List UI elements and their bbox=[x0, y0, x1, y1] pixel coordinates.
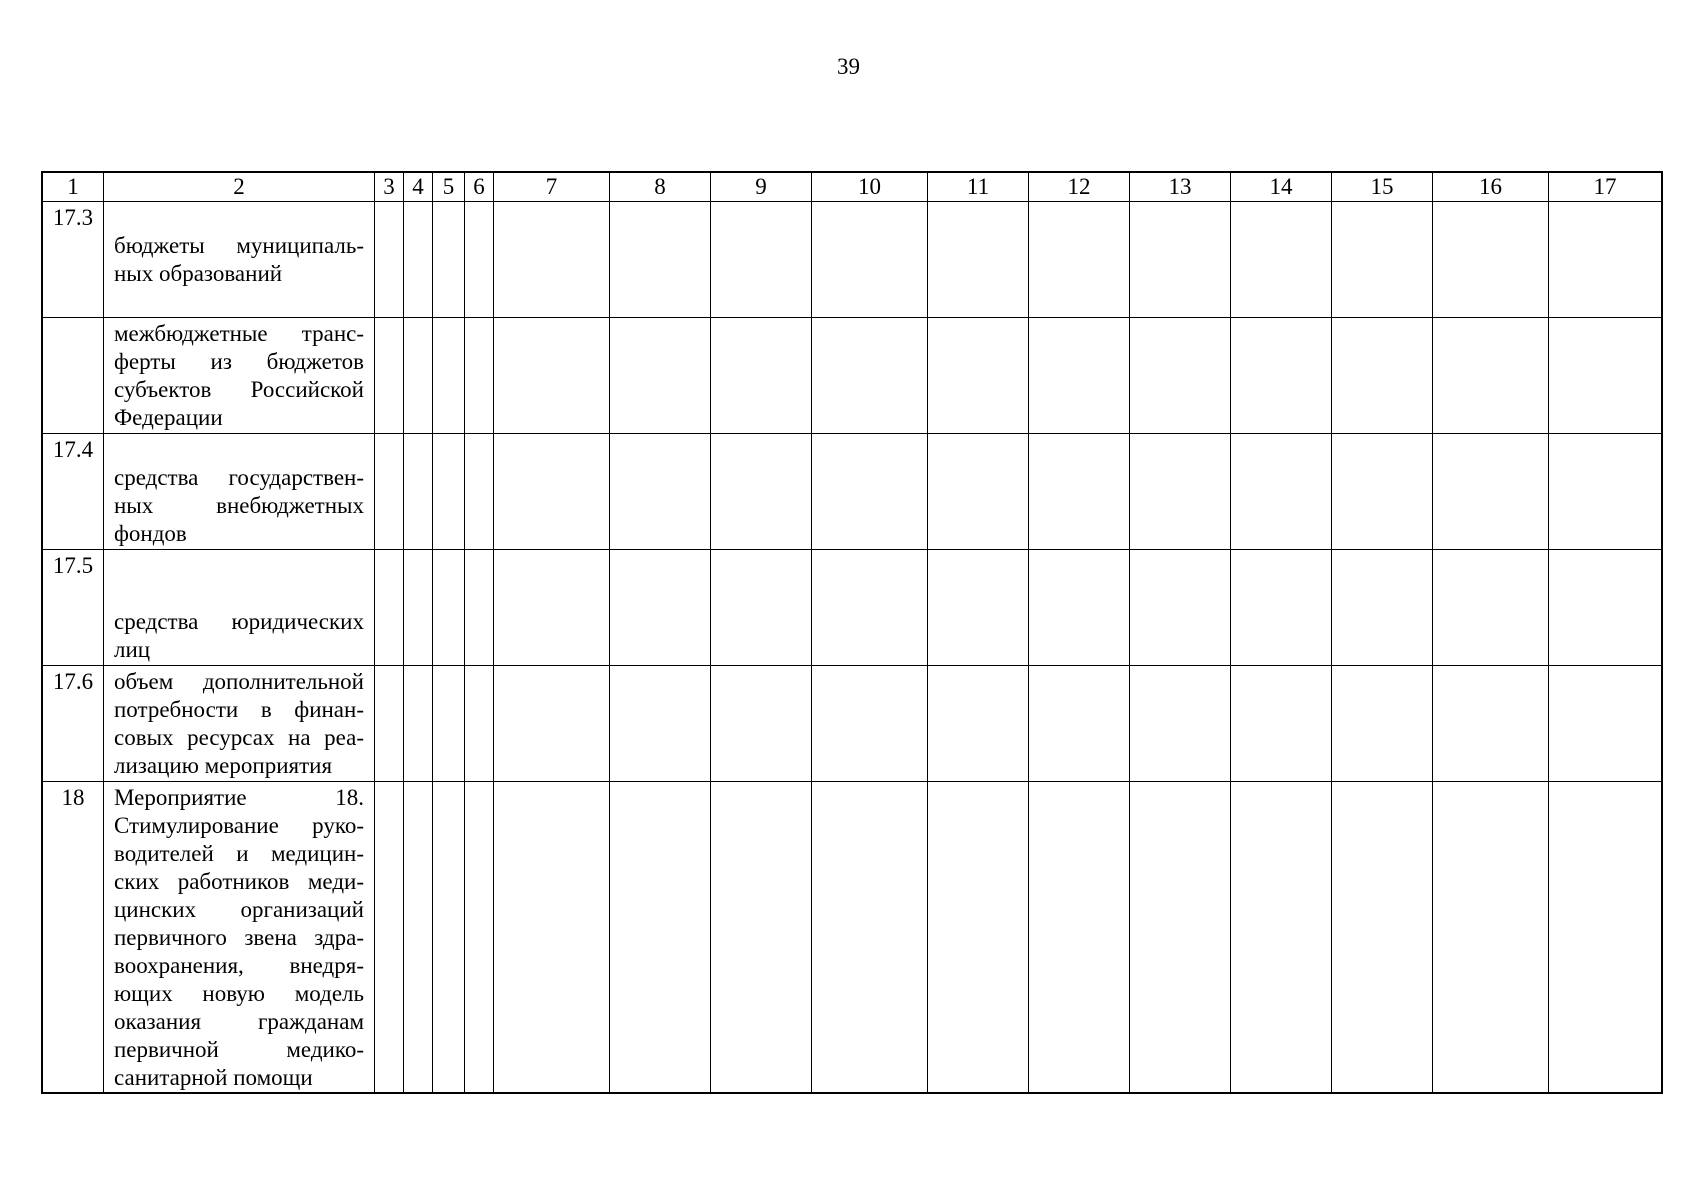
description-line: межбюджетные транс- bbox=[114, 321, 364, 346]
empty-cell bbox=[465, 666, 494, 782]
column-header: 4 bbox=[404, 173, 433, 202]
description-line: средства государствен- bbox=[114, 465, 364, 490]
description-line: оказания гражданам bbox=[114, 1009, 364, 1034]
empty-cell bbox=[433, 782, 465, 1093]
column-header: 7 bbox=[494, 173, 610, 202]
column-header: 17 bbox=[1549, 173, 1662, 202]
empty-cell bbox=[928, 666, 1029, 782]
table-row bbox=[43, 202, 1662, 318]
empty-cell bbox=[1549, 666, 1662, 782]
empty-cell bbox=[928, 550, 1029, 666]
empty-cell bbox=[494, 202, 610, 318]
column-header: 9 bbox=[711, 173, 812, 202]
empty-cell bbox=[404, 318, 433, 434]
empty-cell bbox=[610, 782, 711, 1093]
empty-cell bbox=[812, 202, 928, 318]
column-header: 1 bbox=[43, 173, 104, 202]
description-line: Стимулирование руко- bbox=[114, 813, 364, 838]
empty-cell bbox=[1332, 666, 1433, 782]
empty-cell bbox=[610, 318, 711, 434]
row-description bbox=[104, 666, 375, 782]
column-header: 2 bbox=[104, 173, 375, 202]
empty-cell bbox=[1130, 202, 1231, 318]
description-line: потребности в финан- bbox=[114, 697, 364, 722]
empty-cell bbox=[1130, 434, 1231, 550]
empty-cell bbox=[375, 782, 404, 1093]
description-line: ных внебюджетных bbox=[114, 493, 364, 518]
description-line: объем дополнительной bbox=[114, 669, 364, 694]
empty-cell bbox=[375, 318, 404, 434]
row-number: 17.4 bbox=[43, 434, 104, 550]
description-line: Мероприятие 18. bbox=[114, 785, 364, 810]
empty-cell bbox=[610, 434, 711, 550]
row-number: 18 bbox=[43, 782, 104, 1093]
row-description bbox=[104, 434, 375, 550]
column-header: 11 bbox=[928, 173, 1029, 202]
empty-cell bbox=[711, 550, 812, 666]
empty-cell bbox=[1433, 782, 1549, 1093]
empty-cell bbox=[1130, 782, 1231, 1093]
table-header-row bbox=[43, 173, 1662, 202]
empty-cell bbox=[1332, 434, 1433, 550]
empty-cell bbox=[1433, 202, 1549, 318]
empty-cell bbox=[404, 782, 433, 1093]
empty-cell bbox=[928, 202, 1029, 318]
description-line: ных образований bbox=[114, 261, 283, 286]
empty-cell bbox=[494, 434, 610, 550]
empty-cell bbox=[928, 318, 1029, 434]
empty-cell bbox=[375, 202, 404, 318]
empty-cell bbox=[1130, 666, 1231, 782]
empty-cell bbox=[433, 666, 465, 782]
empty-cell bbox=[1231, 318, 1332, 434]
empty-cell bbox=[610, 202, 711, 318]
row-number: 17.3 bbox=[43, 202, 104, 318]
empty-cell bbox=[494, 782, 610, 1093]
empty-cell bbox=[1231, 202, 1332, 318]
description-line: лизацию мероприятия bbox=[114, 753, 333, 778]
row-number: 17.5 bbox=[43, 550, 104, 666]
empty-cell bbox=[375, 434, 404, 550]
description-line: первичного звена здра- bbox=[114, 925, 364, 950]
empty-cell bbox=[1231, 666, 1332, 782]
empty-cell bbox=[433, 318, 465, 434]
description-line: бюджеты муниципаль- bbox=[114, 233, 364, 258]
empty-cell bbox=[494, 550, 610, 666]
empty-cell bbox=[1549, 550, 1662, 666]
column-header: 12 bbox=[1029, 173, 1130, 202]
table-row bbox=[43, 782, 1662, 1093]
empty-cell bbox=[812, 318, 928, 434]
empty-cell bbox=[1332, 202, 1433, 318]
empty-cell bbox=[1029, 318, 1130, 434]
empty-cell bbox=[610, 550, 711, 666]
empty-cell bbox=[404, 202, 433, 318]
empty-cell bbox=[1433, 434, 1549, 550]
empty-cell bbox=[1433, 550, 1549, 666]
empty-cell bbox=[1332, 318, 1433, 434]
empty-cell bbox=[711, 782, 812, 1093]
empty-cell bbox=[465, 782, 494, 1093]
empty-cell bbox=[1549, 318, 1662, 434]
description-line: совых ресурсах на реа- bbox=[114, 725, 364, 750]
empty-cell bbox=[433, 550, 465, 666]
empty-cell bbox=[404, 666, 433, 782]
empty-cell bbox=[711, 202, 812, 318]
empty-cell bbox=[1549, 202, 1662, 318]
empty-cell bbox=[1029, 550, 1130, 666]
table-row bbox=[43, 318, 1662, 434]
description-line: санитарной помощи bbox=[114, 1065, 313, 1090]
empty-cell bbox=[465, 550, 494, 666]
empty-cell bbox=[494, 666, 610, 782]
empty-cell bbox=[812, 782, 928, 1093]
empty-cell bbox=[404, 550, 433, 666]
description-line: фондов bbox=[114, 521, 187, 546]
empty-cell bbox=[1029, 782, 1130, 1093]
column-header: 8 bbox=[610, 173, 711, 202]
empty-cell bbox=[610, 666, 711, 782]
description-line: воохранения, внедря- bbox=[114, 953, 364, 978]
empty-cell bbox=[375, 666, 404, 782]
empty-cell bbox=[375, 550, 404, 666]
row-number bbox=[43, 318, 104, 434]
empty-cell bbox=[928, 782, 1029, 1093]
empty-cell bbox=[1231, 782, 1332, 1093]
description-line: ских работников меди- bbox=[114, 869, 364, 894]
description-line: водителей и медицин- bbox=[114, 841, 364, 866]
empty-cell bbox=[1549, 782, 1662, 1093]
empty-cell bbox=[1332, 550, 1433, 666]
empty-cell bbox=[1231, 434, 1332, 550]
empty-cell bbox=[404, 434, 433, 550]
row-description bbox=[104, 550, 375, 666]
empty-cell bbox=[711, 318, 812, 434]
empty-cell bbox=[433, 434, 465, 550]
column-header: 13 bbox=[1130, 173, 1231, 202]
empty-cell bbox=[465, 202, 494, 318]
empty-cell bbox=[1332, 782, 1433, 1093]
empty-cell bbox=[433, 202, 465, 318]
row-number: 17.6 bbox=[43, 666, 104, 782]
empty-cell bbox=[1433, 318, 1549, 434]
column-header: 14 bbox=[1231, 173, 1332, 202]
description-line: Федерации bbox=[114, 405, 223, 430]
row-description bbox=[104, 202, 375, 318]
empty-cell bbox=[812, 550, 928, 666]
description-line: средства юридических bbox=[114, 609, 364, 634]
column-header: 5 bbox=[433, 173, 465, 202]
page-number: 39 bbox=[837, 54, 860, 79]
empty-cell bbox=[465, 434, 494, 550]
empty-cell bbox=[711, 434, 812, 550]
empty-cell bbox=[1130, 318, 1231, 434]
empty-cell bbox=[812, 434, 928, 550]
empty-cell bbox=[1549, 434, 1662, 550]
empty-cell bbox=[812, 666, 928, 782]
description-line: ферты из бюджетов bbox=[114, 349, 364, 374]
empty-cell bbox=[1029, 666, 1130, 782]
table-row bbox=[43, 434, 1662, 550]
table-row bbox=[43, 666, 1662, 782]
empty-cell bbox=[1231, 550, 1332, 666]
row-description bbox=[104, 782, 375, 1093]
description-line: лиц bbox=[114, 637, 151, 662]
table-row bbox=[43, 550, 1662, 666]
empty-cell bbox=[494, 318, 610, 434]
column-header: 15 bbox=[1332, 173, 1433, 202]
column-header: 16 bbox=[1433, 173, 1549, 202]
empty-cell bbox=[1029, 202, 1130, 318]
column-header: 6 bbox=[465, 173, 494, 202]
empty-cell bbox=[928, 434, 1029, 550]
description-line: субъектов Российской bbox=[114, 377, 364, 402]
column-header: 3 bbox=[375, 173, 404, 202]
row-description bbox=[104, 318, 375, 434]
column-header: 10 bbox=[812, 173, 928, 202]
empty-cell bbox=[1130, 550, 1231, 666]
empty-cell bbox=[1433, 666, 1549, 782]
data-table bbox=[42, 172, 1662, 1093]
empty-cell bbox=[1029, 434, 1130, 550]
empty-cell bbox=[711, 666, 812, 782]
empty-cell bbox=[465, 318, 494, 434]
description-line: ющих новую модель bbox=[114, 981, 364, 1006]
description-line: цинских организаций bbox=[114, 897, 364, 922]
description-line: первичной медико- bbox=[114, 1037, 364, 1062]
